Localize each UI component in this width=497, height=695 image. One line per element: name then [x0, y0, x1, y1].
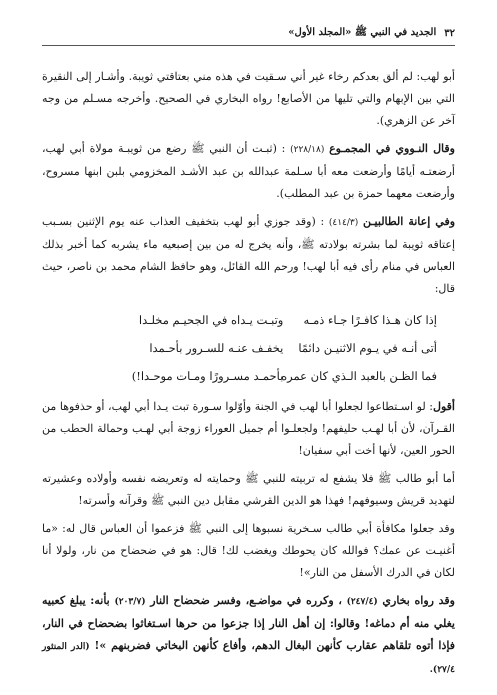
book-title: الجديد في النبي ﷺ «المجلد الأول» — [288, 27, 437, 38]
paragraph-3-text: : (وقد جوزي أبو لهب بتخفيف العذاب عنه يوم الإثنين بسـبب إعتاقه ثويبة لما بشرته بولادته ﷺ، وأنه يخرج له من بين إصبعيه ماء يشربه كما أخبر بذلك العباس في منام رأى فيه أبا لهب! ورحم الله القائل، وهو حافظ الشام محمد بن ناصر، حيث قال: — [42, 215, 455, 295]
paragraph-4-text: : لو اسـتطاعوا لجعلوا أبا لهب في الجنة وأوّلوا سـورة تبت يـدا أبي لهب، أو حذفوها من القـرآن، لأن أبا لهـب حليفهم! ولجعلـوا أم جميل العوراء زوجة أبي لهـب وحمالة الحطب من الحور العين، لأنها أخت أبي سفيان! — [42, 400, 455, 457]
poem-hemistich: فما الظـن بالعبد الـذي كان عمره — [281, 369, 437, 383]
paragraph-2-text: : (ثبـت أن النبي ﷺ رضع من ثويبـة مولاة أبي لهب، أرضعتـه أيامًا وأرضعت معه أبا سـلمة عبدالله بن عبد الأشـد المخزومي بلبن ابنها مسروح، وأرضعت معهما حمزة بن عبد المطلب). — [42, 142, 455, 200]
paragraph-6: وقد جعلوا مكافأة أبي طالب سـخرية نسبوها إلى النبي ﷺ فزعموا أن العباس قال له: «ما أغنيـت عن عمك؟ فوالله كان يحوطك ويغضب لك! قال: هو في ضحضاح من نار، ولولا أنا لكان في الدرك الأسفل من النار»! — [42, 522, 455, 579]
paragraph-2-lead: وقال النـووي في المجمـوع — [329, 142, 455, 155]
paragraph-2-citation: (٢٢٨/١٨) — [290, 145, 325, 155]
paragraph-7-citation-2: (٢٠٣/٧) — [114, 597, 146, 607]
paragraph-7-text: بأنه: يبلغ كعبيه يغلي منه أم دماغه! وقالوا: إن أهل النار إذا جزعوا من حرها اسـتغاثوا بضحضاح في النار، فإذا أتوه تلقاهم عقارب كأنهن البغال الدهم، وأفاع كأنهن البخاتي فضربنهم »! — [42, 594, 455, 652]
paragraph-3 — [42, 211, 455, 300]
poem-hemistich: بأحمـد مسـرورًا ومـات موحـدا!) — [131, 369, 284, 383]
poem-line — [42, 362, 437, 390]
paragraph-7-citation-3: (الدر المنثور ٢٧/٤). — [42, 642, 455, 675]
poem-hemistich: وتبـت يـداه في الجحيـم مخلـدا — [138, 313, 284, 327]
paragraph-7 — [42, 590, 455, 681]
paragraph-5: أما أبو طالب ﷺ فلا يشفع له تربيته للنبي ﷺ وحمايته له وتعريضه نفسه وأولاده وعشيرته لتهديد قريش وسيوفهم! فهذا هو الدين القرشي مقابل دين النبي ﷺ وقرآنه وأسرته! — [42, 472, 455, 507]
paragraph-1: أبو لهب: لم ألق بعدكم رخاء غير أني سـقيت في هذه مني بعتاقتي ثويبة. وأشـار إلى النقيرة التي بين الإبهام والتي تليها من الأصابع! رواه البخاري في الصحيح. وأخرجه مسـلم من وجه آخر عن الزهري). — [42, 70, 455, 127]
poem-hemistich: أتى أنـه في يـوم الاثنيـن دائمًا — [298, 341, 437, 355]
poem-hemistich: إذا كان هـذا كافـرًا جـاء ذمـه — [303, 313, 437, 327]
paragraph-3-citation: (٤١٤/٣) — [328, 218, 359, 228]
poem-line — [42, 306, 437, 334]
running-header — [42, 26, 455, 46]
paragraph-7-citation-1: (٢٤٧/٤) — [346, 597, 378, 607]
paragraph-4 — [42, 396, 455, 462]
header-title-group — [288, 26, 455, 40]
paragraph-3-lead: وفي إعانة الطالبيـن — [362, 215, 456, 228]
paragraph-4-lead: أقول — [433, 400, 455, 413]
paragraph-7-middle: ، وكرره في مواضـع، وفسر ضحضاح النار — [150, 594, 342, 607]
poem — [42, 306, 455, 390]
poem-hemistich: يخفـف عنـه للسـرور بأحـمدا — [149, 341, 284, 355]
poem-line — [42, 334, 437, 362]
paragraph-7-lead: وقد رواه بخاري — [382, 594, 455, 607]
paragraph-2 — [42, 138, 455, 205]
page-number: ٣٢ — [444, 27, 455, 39]
